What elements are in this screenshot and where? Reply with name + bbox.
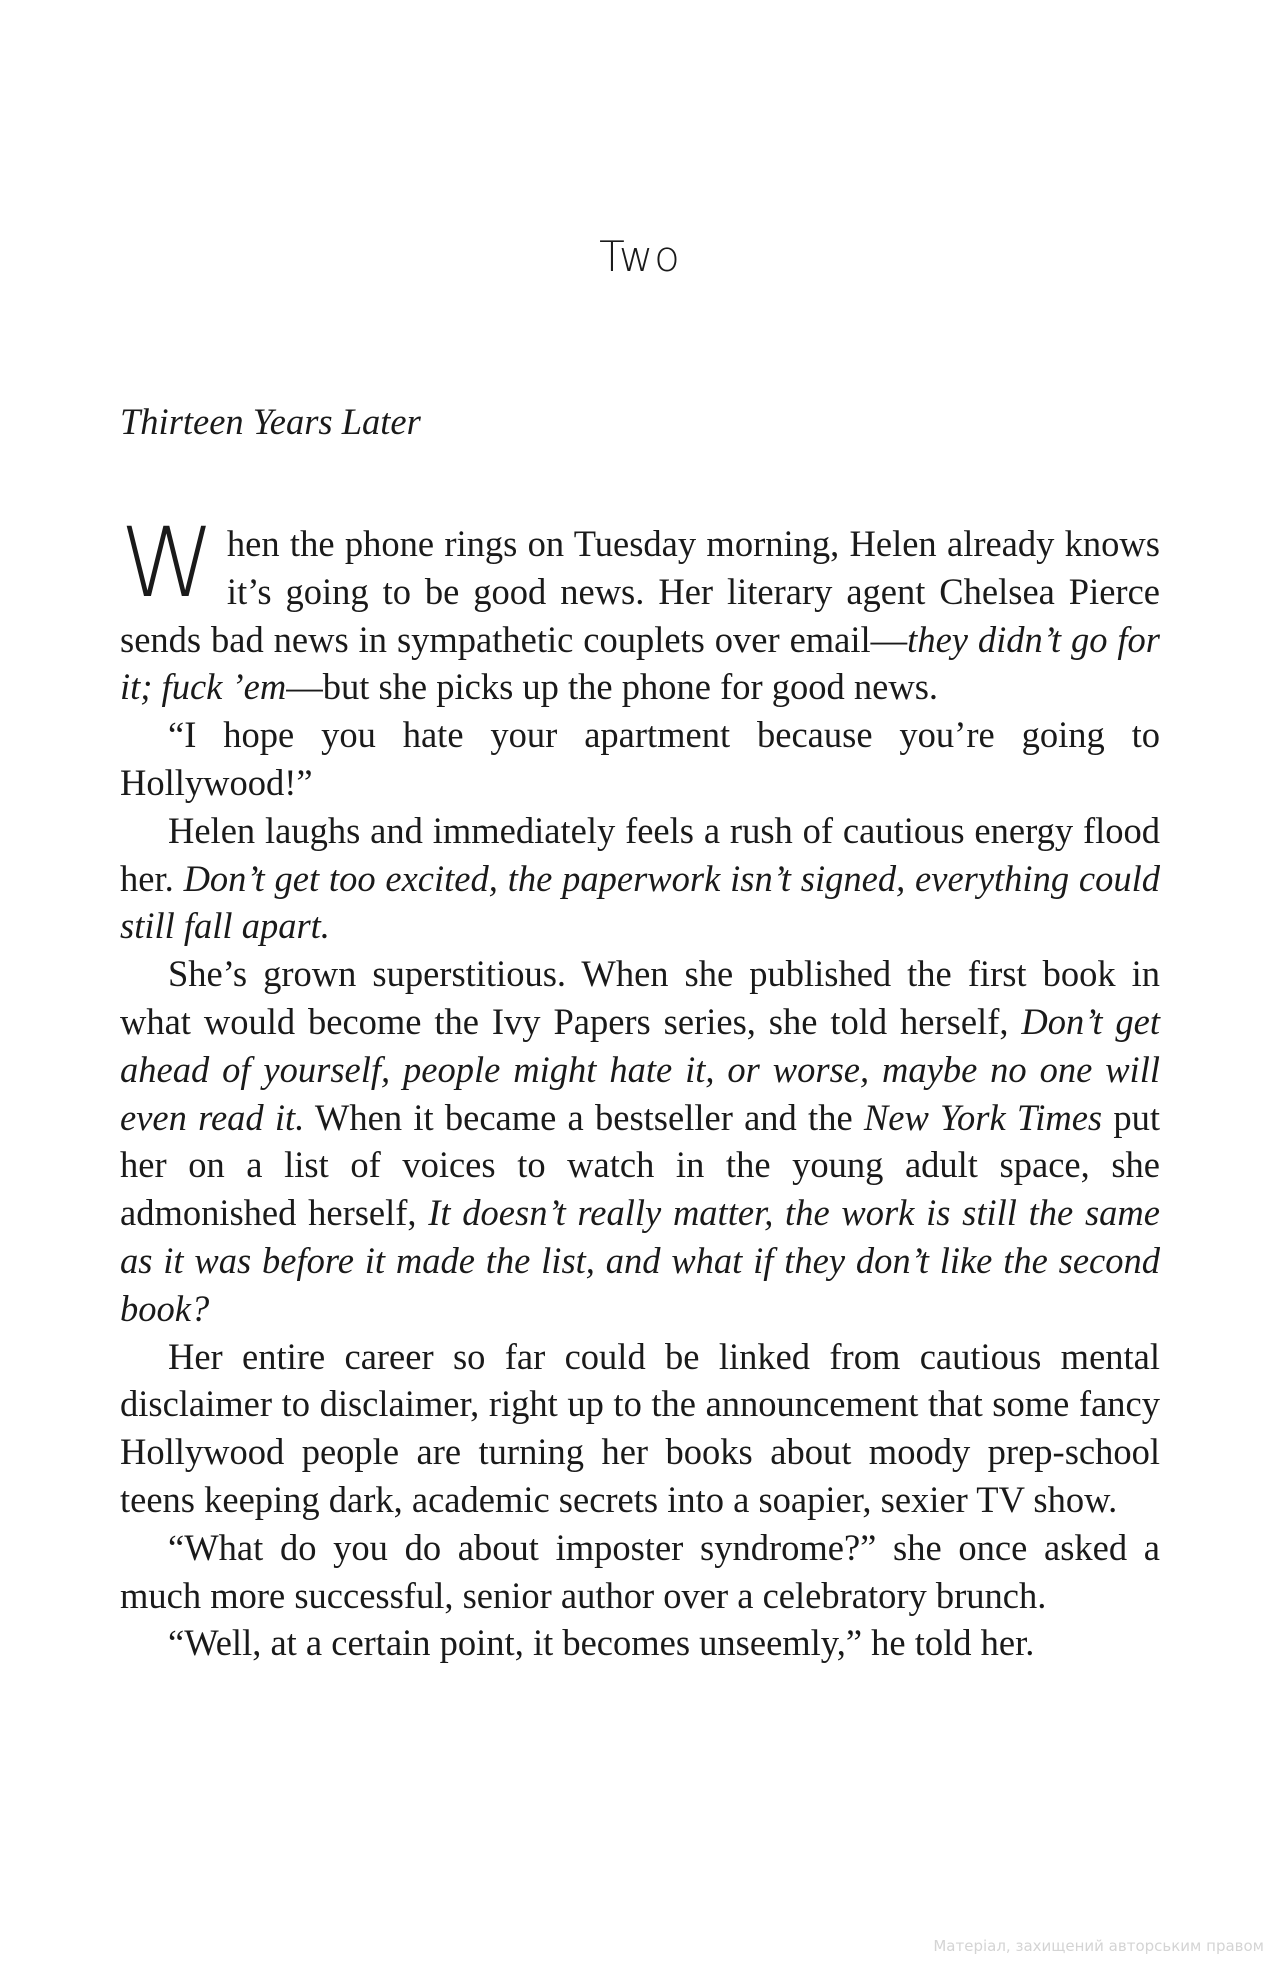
drop-cap: W: [120, 507, 215, 619]
text-span: hen the phone rings on Tuesday morning, Helen already knows it’s going to be good news. Her literary agent Chelsea Pierce sends bad news in sympathetic couplets over email—: [120, 523, 1160, 660]
paragraph-5: [120, 1333, 1160, 1524]
paragraph-6: [120, 1524, 1160, 1620]
text-span-italic: Don’t get too excited, the paperwork isn’t signed, everything could still fall apart.: [120, 857, 1160, 947]
text-span: She’s grown superstitious. When she published the first book in what would become the Ivy Papers series, she told herself,: [120, 953, 1160, 1042]
paragraph-4: [120, 950, 1160, 1332]
chapter-epigraph: Thirteen Years Later: [120, 401, 421, 442]
text-span: Helen laughs and immediately feels a rush of cautious energy flood her.: [120, 809, 1160, 899]
text-span: “I hope you hate your apartment because you’re going to Hollywood!”: [120, 714, 1160, 803]
text-span: Her entire career so far could be linked from cautious mental disclaimer to disclaimer, right up to the announcement that some fancy Hollywood people are turning her books about moody prep-school teens keeping dark, academic secrets into a soapier, sexier TV show.: [120, 1335, 1160, 1520]
body-text: [120, 507, 1161, 1667]
paragraph-7: [120, 1619, 1160, 1667]
paragraph-2: [120, 711, 1160, 807]
text-span-italic: they didn’t go for it; fuck ’em: [120, 618, 1160, 708]
paragraph-3: [120, 807, 1160, 950]
text-span: “Well, at a certain point, it becomes unseemly,” he told her.: [168, 1622, 1035, 1664]
text-span-italic: Don’t get ahead of yourself, people might hate it, or worse, maybe no one will even read it.: [120, 1000, 1160, 1138]
text-span: “What do you do about imposter syndrome?” she once asked a much more successful, senior author over a celebratory brunch.: [120, 1526, 1160, 1616]
text-span-italic: It doesn’t really matter, the work is still the same as it was before it made the list, and what if they don’t like the second book?: [120, 1192, 1160, 1329]
text-span: put her on a list of voices to watch in the young adult space, she admonished herself,: [120, 1096, 1161, 1234]
copyright-watermark: Матеріал, захищений авторським правом: [933, 1937, 1264, 1955]
text-span: When it became a bestseller and the: [304, 1096, 864, 1138]
text-span: —but she picks up the phone for good news.: [286, 666, 939, 708]
paragraph-1: [120, 507, 1160, 711]
chapter-title: Two: [599, 232, 681, 281]
text-span-italic: New York Times: [863, 1096, 1103, 1138]
